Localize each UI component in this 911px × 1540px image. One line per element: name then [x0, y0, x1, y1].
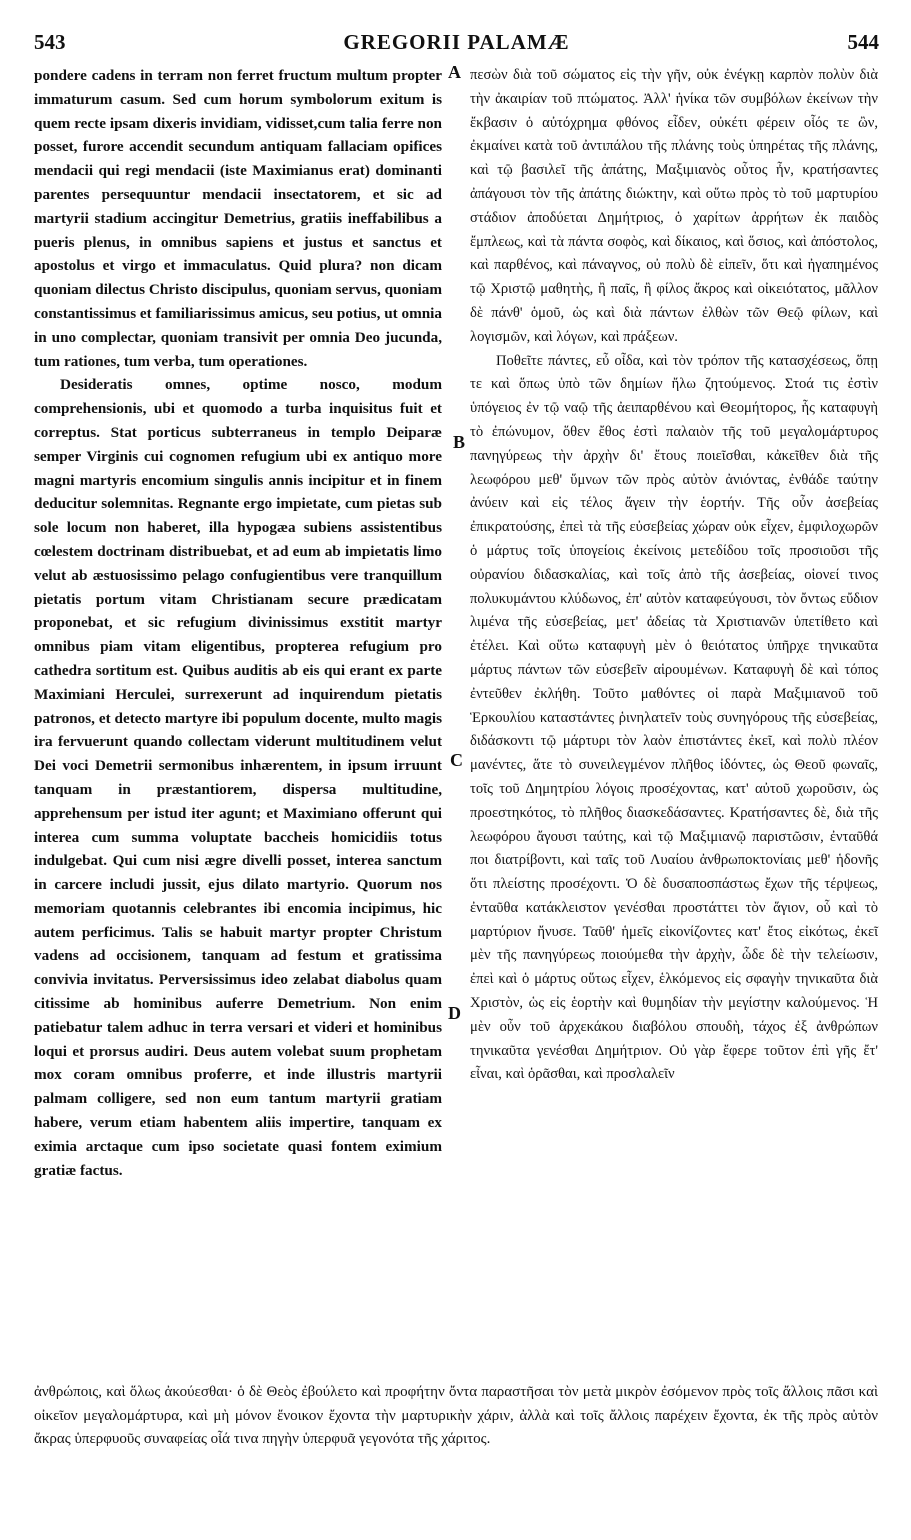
greek-column [470, 64, 878, 1087]
page-number-left: 543 [34, 30, 66, 54]
greek-full-width-continuation [34, 1381, 878, 1452]
latin-column [34, 64, 442, 1182]
running-title: GREGORII PALAMÆ [343, 30, 570, 54]
page-number-right: 544 [847, 30, 879, 54]
section-marker-c: C [450, 750, 463, 770]
section-marker-a: A [448, 62, 461, 82]
greek-paragraph-2: Ποθεῖτε πάντες, εὖ οἶδα, καὶ τὸν τρόπον τῆς κατασχέσεως, ὅπῃ τε καὶ ὅπως ὑπὸ τῶν δημίων ἤλω ζητούμενος. Στοά τις ἐστὶν ὑπόγειος ἐν τῷ ναῷ τῆς ἀειπαρθένου καὶ Θεομήτορος, ἧς καταφυγὴ τὸ ἐπώνυμον, ὅθεν ἔθος ἐστὶ παλαιὸν τῆς τοῦ μεγαλομάρτυρος πανηγύρεως τὴν ἀρχὴν δι' ἔτους ποιεῖσθαι, κἀκεῖθεν διὰ τῆς λεωφόρου μεθ' ὕμνων τῶν πρὸς αὐτὸν ἀνιόντας, ἐνθάδε ταύτην ἀνύειν καὶ εἰς τέλος ἄγειν τὴν ἑορτήν. Τῆς οὖν ἀσεβείας ἐπικρατούσης, ἐπεὶ τὰ τῆς εὐσεβείας χώραν οὐκ εἶχεν, ἐμφιλοχωρῶν ὁ μάρτυς τοῖς ὑπογείοις ἐκείνοις μετεδίδου τοῖς προσιοῦσι τῆς οὐρανίου διδασκαλίας, καὶ τοῖς ἀπὸ τῆς ἀσεβείας, οἱονεί τινος πολυκυμάντου κλύδωνος, ἐπ' αὐτὸν καταφεύγουσι, τὸν ὄντως εὔδιον λιμένα τῆς εὐσεβείας, μετ' ἀδείας τὰ Χριστιανῶν ὑπετίθετο καὶ ἐτέλει. Καὶ οὕτω καταφυγὴ μὲν ὁ θειότατος ὑπῆρχε τηνικαῦτα μάρτυς πάντων τῶν εὐσεβεῖν αἱρουμένων. Καταφυγὴ δὲ καὶ τόπος ἐντεῦθεν ἐκλήθη. Τοῦτο μαθόντες οἱ παρὰ Μαξιμιανοῦ τοῦ Ἑρκουλίου καταστάντες ῥινηλατεῖν τοὺς συνηγόρους τῆς εὐσεβείας, διδάσκοντι τῷ μάρτυρι τὸν λαὸν ἐπιστάντες ἐκεῖ, καὶ πολὺ πλέον μανέντες, ἅτε τὸ συνειλεγμένον πλῆθος ἰδόντες, ὡς Θεοῦ φωναῖς, τοῖς τοῦ Δημητρίου λόγοις προσέχοντας, κατ' αὐτοῦ χωροῦσιν, ὡς προεστηκότος, τὸ πλῆθος διασκεδάσαντες. Κρατήσαντες δὲ, διὰ τῆς λεωφόρου ἄγουσι ταύτης, καὶ τῷ Μαξιμιανῷ παριστῶσιν, ἐνταῦθά ποι διατρίβοντι, καὶ ταῖς τοῦ Λυαίου ἀνθρωποκτονίαις μεθ' ἡδονῆς ὅτι πλείστης προσέχοντι. Ὁ δὲ δυσαποσπάστως ἔχων τῆς τέρψεως, ἐνταῦθα κατάκλειστον γενέσθαι προστάττει τὸν ἅγιον, οὗ καὶ τὸ μαρτύριον ἤνυσε. Ταῦθ' ἡμεῖς εἰκονίζοντες κατ' ἔτος εἰκότως, ἐκεῖ μὲν τῆς πανηγύρεως ποιούμεθα τὴν ἀρχὴν, ὧδε δὲ τὴν τελείωσιν, ἐπεὶ καὶ ὁ μάρτυς οὕτως εἶχεν, ἑλκόμενος εἰς σφαγὴν τηνικαῦτα διὰ Χριστὸν, ὡς εἰς ἑορτὴν καὶ θυμηδίαν τὴν μεγίστην καλούμενος. Ἡ μὲν οὖν τοῦ ἀρχεκάκου διαβόλου σπουδὴ, τάχος ἐξ ἀνθρώπων τηνικαῦτα γενέσθαι Δημήτριον. Οὐ γὰρ ἔφερε τοῦτον ἐπὶ γῆς ἔτ' εἶναι, καὶ ὁρᾶσθαι, καὶ προσλαλεῖν [470, 352, 878, 1083]
latin-paragraph-2: Desideratis omnes, optime nosco, modum comprehensionis, ubi et quomodo a turba inquisitus fuit et correptus. Stat porticus subterraneus in templo Deiparæ semper Virginis cui cognomen refugium ubi ex antiquo more magni martyris encomium singulis annis incipitur et in finem deducitur solemnitas. Regnante ergo impietate, cum pietas sub sole locum non haberet, illa hypogæa subiens assistentibus cœlestem doctrinam distribuebat, et ad eum ab impietatis limo velut ab æstuosissimo pelago confugientibus vere tranquillum pietatis portum vitam Christianam secure prædicatam proponebat, et sic refugium divinissimus exstitit martyr omnibus piam vitam eligentibus, propterea refugium pro cathedra sortitum est. Quibus auditis ab eis qui erant ex parte Maximiani Herculei, surrexerunt ad inquirendum pietatis patronos, et detecto martyre ibi populum docente, multo magis ira fervuerunt quando collectam viderunt multitudinem velut Dei voci Demetrii sermonibus inhærentem, in ipsum irruunt tanquam in præstantiorem, dispersa multitudine, apprehensum per istud iter agunt; et Maximiano offerunt qui interea cum summa voluptate baccheis homicidiis totus indulgebat. Qui cum nisi ægre divelli posset, interea sanctum in carcere includi jussit, ejus dilato martyrio. Quorum nos memoriam quotannis celebrantes ibi encomia incipimus, hic autem perficimus. Talis se habuit martyr propter Christum vadens ad occisionem, tanquam ad festum et gratissima convivia invitatus. Perversissimus ideo zelabat diabolus quam citissime ab hominibus auferre Demetrium. Non enim patiebatur talem adhuc in terra versari et videri et hominibus loqui et prorsus audiri. Deus autem volebat suum prophetam mox coram omnibus proferre, et inde illustris martyrii palmam colligere, sed non eum tantum martyrii gratiam habere, verum etiam habentem aliis impertire, tanquam ex eximia arctaque cum ipso societate quasi fontem eximium gratiæ factus. [34, 376, 442, 1179]
greek-continuation-text: ἀνθρώποις, καὶ ὅλως ἀκούεσθαι· ὁ δὲ Θεὸς ἐβούλετο καὶ προφήτην ὄντα παραστῆσαι τὸν μετὰ μικρὸν ἐσόμενον πρὸς τοῖς ἄλλοις πᾶσι καὶ οἰκεῖον μεγαλομάρτυρα, καὶ μὴ μόνον ἔνοικον ἔχοντα τὴν μαρτυρικὴν χάριν, ἀλλὰ καὶ τοῖς ἄλλοις παρέχειν ἔχοντα, ἐκ τῆς πρὸς αὐτὸν ἄκρας ὑπερφυοῦς συναφείας οἷά τινα πηγὴν ὑπερφυᾶ γεγονότα τῆς χάριτος. [34, 1384, 878, 1447]
section-marker-d: D [448, 1003, 461, 1023]
greek-paragraph-1: πεσὼν διὰ τοῦ σώματος εἰς τὴν γῆν, οὐκ ἐνέγκῃ καρπὸν πολὺν διὰ τὴν ἀκαιρίαν τοῦ πτώματος. Ἀλλ' ἡνίκα τῶν συμβόλων ἐκείνων τὴν ἔκβασιν ὁ αὐτόχρημα φθόνος εἶδεν, οὐκέτι φέρειν οἷός τε ὢν, ἐκμαίνει κατὰ τοῦ ἀντιπάλου τῆς πλάνης τοὺς ὑπηρέτας τῆς πλάνης, καὶ τῷ βασιλεῖ τῆς ἀπάτης, Μαξιμιανὸς οὗτος ἦν, κρατήσαντες ἀπάγουσι τὸν τῆς ἀπάτης διώκτην, καὶ οὕτω πρὸς τὸ τοῦ μαρτυρίου στάδιον ἀποδύεται Δημήτριος, ὁ χαρίτων ἀρρήτων ἐκ παιδὸς ἔμπλεως, καὶ τὰ πάντα σοφὸς, καὶ δίκαιος, καὶ ὅσιος, καὶ ἀπόστολος, καὶ παρθένος, καὶ πάναγνος, οὐ πολὺ δὲ εἰπεῖν, ὅτι καὶ ἠγαπημένος τῷ Χριστῷ μαθητὴς, ἢ παῖς, ἢ φίλος ἄκρος καὶ οἰκειότατος, μᾶλλον δὲ πάνθ' ὁμοῦ, ὡς καὶ διὰ πάντων ἐλθὼν τῶν Θεῷ φίλων, καὶ λογισμῶν, καὶ λόγων, καὶ πράξεων. [470, 67, 878, 345]
section-marker-b: B [453, 432, 466, 452]
latin-paragraph-1: pondere cadens in terram non ferret fructum multum propter immaturum casum. Sed cum horum symbolorum exitum is quem recte ipsam dixeris invidiam, vidisset,cum talia ferre non posset, furore accendit secundum antiquam fallaciam opifices mendacii qui regi mendacii (iste Maximianus erat) dominanti parentes persequuntur mendacii insectatorem, et sic ad martyrii stadium accingitur Demetrius, gratiis ineffabilibus a pueris plenus, in omnibus sapiens et justus et sanctus et apostolus et virgo et immaculatus. Quid plura? non dicam quoniam dilectus Christo discipulus, quoniam servus, quoniam constantissimus et familiarissimus amicus, seu potius, ut omnia in uno complectar, quoniam transivit per omnia Deo jucunda, tum rationes, tum verba, tum operationes. [34, 67, 442, 370]
page-header [34, 30, 879, 60]
